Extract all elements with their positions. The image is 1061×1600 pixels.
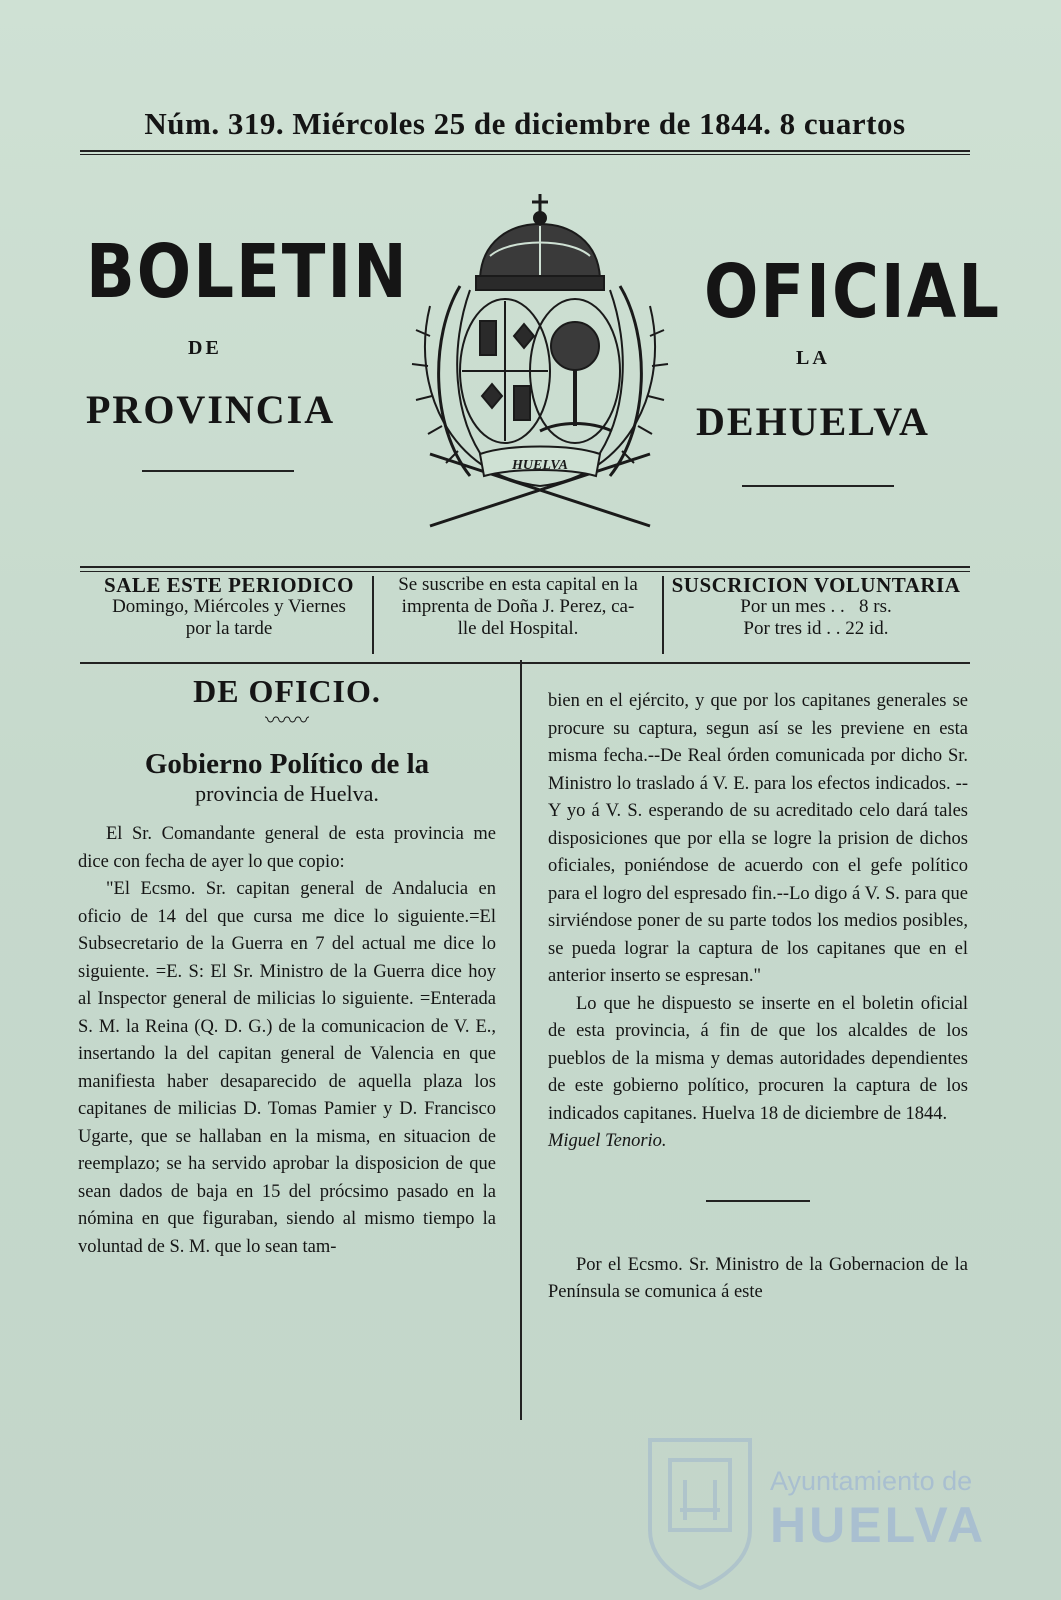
info-publication-days	[88, 574, 370, 658]
info-subscription-prices	[666, 574, 966, 658]
info-col3-title: SUSCRICION VOLUNTARIA	[671, 573, 961, 597]
issue-line: Núm. 319. Miércoles 25 de diciembre de 1844. 8 cuartos	[144, 106, 906, 141]
info-bar	[88, 574, 970, 658]
short-divider	[706, 1200, 810, 1202]
section-title: DE OFICIO.	[193, 673, 381, 709]
masthead-dehuelva: DEHUELVA	[696, 399, 930, 444]
right-column	[548, 688, 968, 1307]
masthead-provincia: PROVINCIA	[86, 387, 336, 432]
watermark-line1: Ayuntamiento de	[770, 1466, 973, 1496]
info-col2-line3: lle del Hospital.	[457, 618, 579, 639]
subtitle-provincia: provincia de Huelva.	[195, 780, 379, 806]
info-separator-1	[372, 576, 374, 654]
info-top-rule-thin	[80, 571, 970, 572]
crest-ribbon-text: HUELVA	[511, 458, 569, 473]
info-col3-line2: Por tres id . . 22 id.	[743, 618, 889, 639]
info-subscription-place	[376, 574, 660, 658]
info-col2-line2: imprenta de Doña J. Perez, ca-	[401, 596, 635, 617]
right-paragraph-2: Lo que he dispuesto se inserte en el boletin oficial de esta provincia, á fin de que los alcaldes de los pueblos de la misma y demas autoridades dependientes de este gobierno político, procuren la captura de los indicados capitanes. Huelva 18 de diciembre de 1844.	[548, 993, 968, 1124]
subtitle-gobierno: Gobierno Político de la	[144, 747, 430, 780]
coat-of-arms-icon	[390, 186, 690, 546]
info-separator-2	[662, 576, 664, 654]
info-bottom-rule	[80, 662, 970, 664]
info-col1-line1: Domingo, Miércoles y Viernes	[112, 596, 346, 617]
info-col2-line1: Se suscribe en esta capital en la	[398, 574, 638, 595]
header-rule-thin	[80, 154, 970, 155]
info-col1-line2: por la tarde	[185, 618, 273, 639]
ornament-rule-left	[142, 470, 294, 472]
masthead-oficial: OFICIAL	[704, 250, 1002, 336]
signature: Miguel Tenorio.	[548, 1131, 667, 1151]
info-col1-title: SALE ESTE PERIODICO	[104, 573, 354, 597]
watermark-line2: HUELVA	[770, 1497, 987, 1553]
ornament-rule-right	[742, 485, 894, 487]
section-ornament: 〰〰	[264, 707, 309, 733]
left-column	[78, 673, 496, 1261]
column-separator	[520, 660, 522, 1420]
right-paragraph-1: bien en el ejército, y que por los capitanes generales se procure su captura, segun así se les previene en esta misma fecha.--De Real órden comunicada por dicho Sr. Ministro lo traslado á V. E. para los efectos indicados. --Y yo á V. S. esperando de su acreditado celo dará tales disposiciones que por ella se logre la prision de dichos oficiales, poniéndose de acuerdo con el gefe político para el logro del espresado fin.--Lo digo á V. S. para que sirviéndose poner de su parte todos los medios posibles, se pueda lograr la captura de los capitanes que en el anterior inserto se espresan."	[548, 691, 968, 986]
left-paragraph-2: "El Ecsmo. Sr. capitan general de Andalucia en oficio de 14 del que cursa me dice lo siguiente.=El Subsecretario de la Guerra en 7 del actual me dice lo siguiente. =E. S: El Sr. Ministro de la Guerra dice hoy al Inspector general de milicias lo siguiente. =Enterada S. M. la Reina (Q. D. G.) de la comunicacion de V. E., insertando la del capitan general de Valencia en que manifiesta haber desaparecido de aquella plaza los capitanes de milicias D. Tomas Pamier y D. Francisco Ugarte, que se hallaban en la misma, en situacion de reemplazo; se ha servido aprobar la disposicion de que sean dados de baja en 15 del prócsimo pasado en la nómina en que figuraban, siendo al mismo tiempo la voluntad de S. M. que lo sean tam-	[78, 879, 496, 1257]
left-paragraph-1: El Sr. Comandante general de esta provincia me dice con fecha de ayer lo que copio:	[78, 824, 496, 872]
masthead-de: DE	[188, 337, 222, 359]
info-top-rule	[80, 566, 970, 568]
right-paragraph-3: Por el Ecsmo. Sr. Ministro de la Gobernacion de la Península se comunica á este	[548, 1254, 968, 1302]
masthead-boletin: BOLETIN	[86, 230, 409, 316]
masthead-la: LA	[796, 347, 830, 369]
header-rule	[80, 150, 970, 152]
info-col3-line1: Por un mes . . 8 rs.	[740, 596, 892, 617]
